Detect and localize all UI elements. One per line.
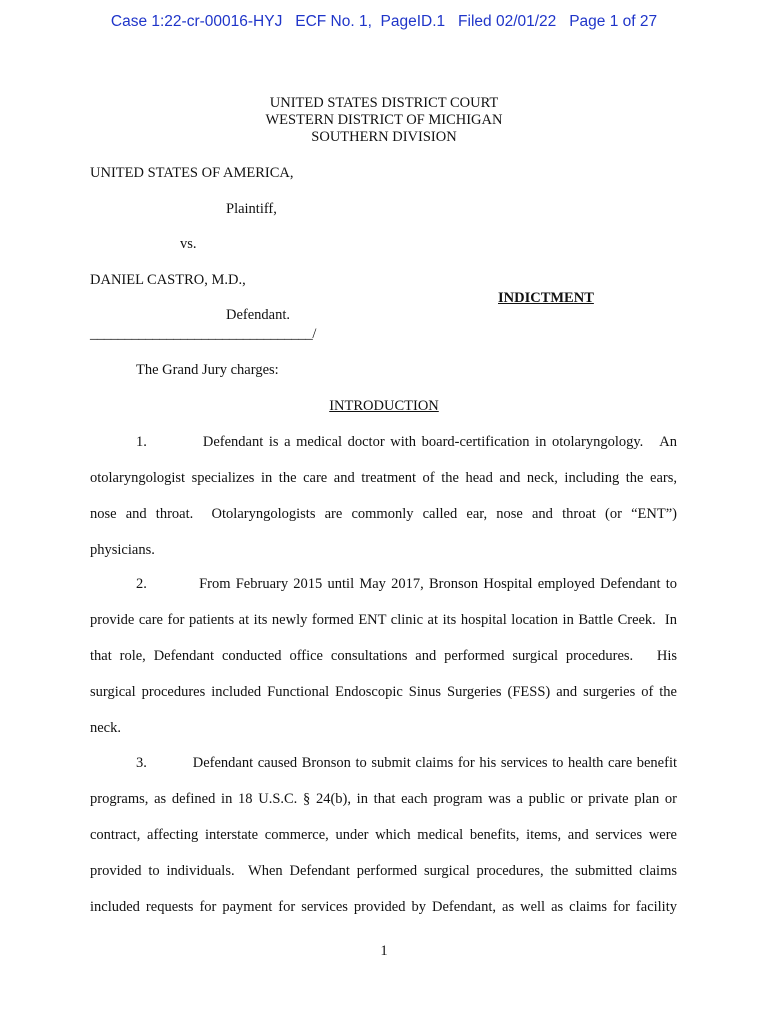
paragraph-2 — [90, 566, 677, 746]
paragraph-line: included requests for payment for services provided by Defendant, as well as claims for facility — [90, 899, 677, 915]
court-name: UNITED STATES DISTRICT COURT — [269, 95, 499, 111]
paragraph-line: nose and throat. Otolaryngologists are commonly called ear, nose and throat (or “ENT”) — [90, 506, 677, 522]
paragraph-line: that role, Defendant conducted office consultations and performed surgical procedures. His — [90, 648, 677, 664]
document-title: INDICTMENT — [498, 290, 594, 306]
page-number: 1 — [380, 943, 388, 959]
court-division: SOUTHERN DIVISION — [311, 129, 457, 145]
plaintiff-name: UNITED STATES OF AMERICA, — [90, 165, 294, 181]
versus: vs. — [180, 236, 197, 252]
paragraph-line: 3. Defendant caused Bronson to submit claims for his services to health care benefit — [136, 755, 677, 771]
paragraph-line: programs, as defined in 18 U.S.C. § 24(b), in that each program was a public or private plan or — [90, 791, 677, 807]
paragraph-line: neck. — [90, 720, 121, 736]
paragraph-line: 1. Defendant is a medical doctor with board-certification in otolaryngology. An — [136, 434, 677, 450]
paragraph-line: 2. From February 2015 until May 2017, Bronson Hospital employed Defendant to — [136, 576, 677, 592]
paragraph-line: surgical procedures included Functional Endoscopic Sinus Surgeries (FESS) and surgeries of the — [90, 684, 677, 700]
paragraph-line: otolaryngologist specializes in the care and treatment of the head and neck, including the ears, — [90, 470, 677, 486]
charge-intro: The Grand Jury charges: — [136, 362, 279, 378]
paragraph-line: physicians. — [90, 542, 155, 558]
section-heading: INTRODUCTION — [329, 398, 439, 414]
paragraph-1 — [90, 424, 677, 568]
court-district: WESTERN DISTRICT OF MICHIGAN — [265, 112, 503, 128]
plaintiff-role: Plaintiff, — [226, 201, 277, 217]
caption-signature-line: ________________________________/ — [90, 326, 317, 342]
defendant-name: DANIEL CASTRO, M.D., — [90, 272, 246, 288]
ecf-filing-header: Case 1:22-cr-00016-HYJ ECF No. 1, PageID.1 Filed 02/01/22 Page 1 of 27 — [110, 13, 658, 30]
paragraph-line: provided to individuals. When Defendant performed surgical procedures, the submitted claims — [90, 863, 677, 879]
paragraph-line: contract, affecting interstate commerce, under which medical benefits, items, and services were — [90, 827, 677, 843]
paragraph-line: provide care for patients at its newly formed ENT clinic at its hospital location in Battle Creek. In — [90, 612, 677, 628]
defendant-role: Defendant. — [226, 307, 291, 323]
paragraph-3 — [90, 745, 677, 925]
